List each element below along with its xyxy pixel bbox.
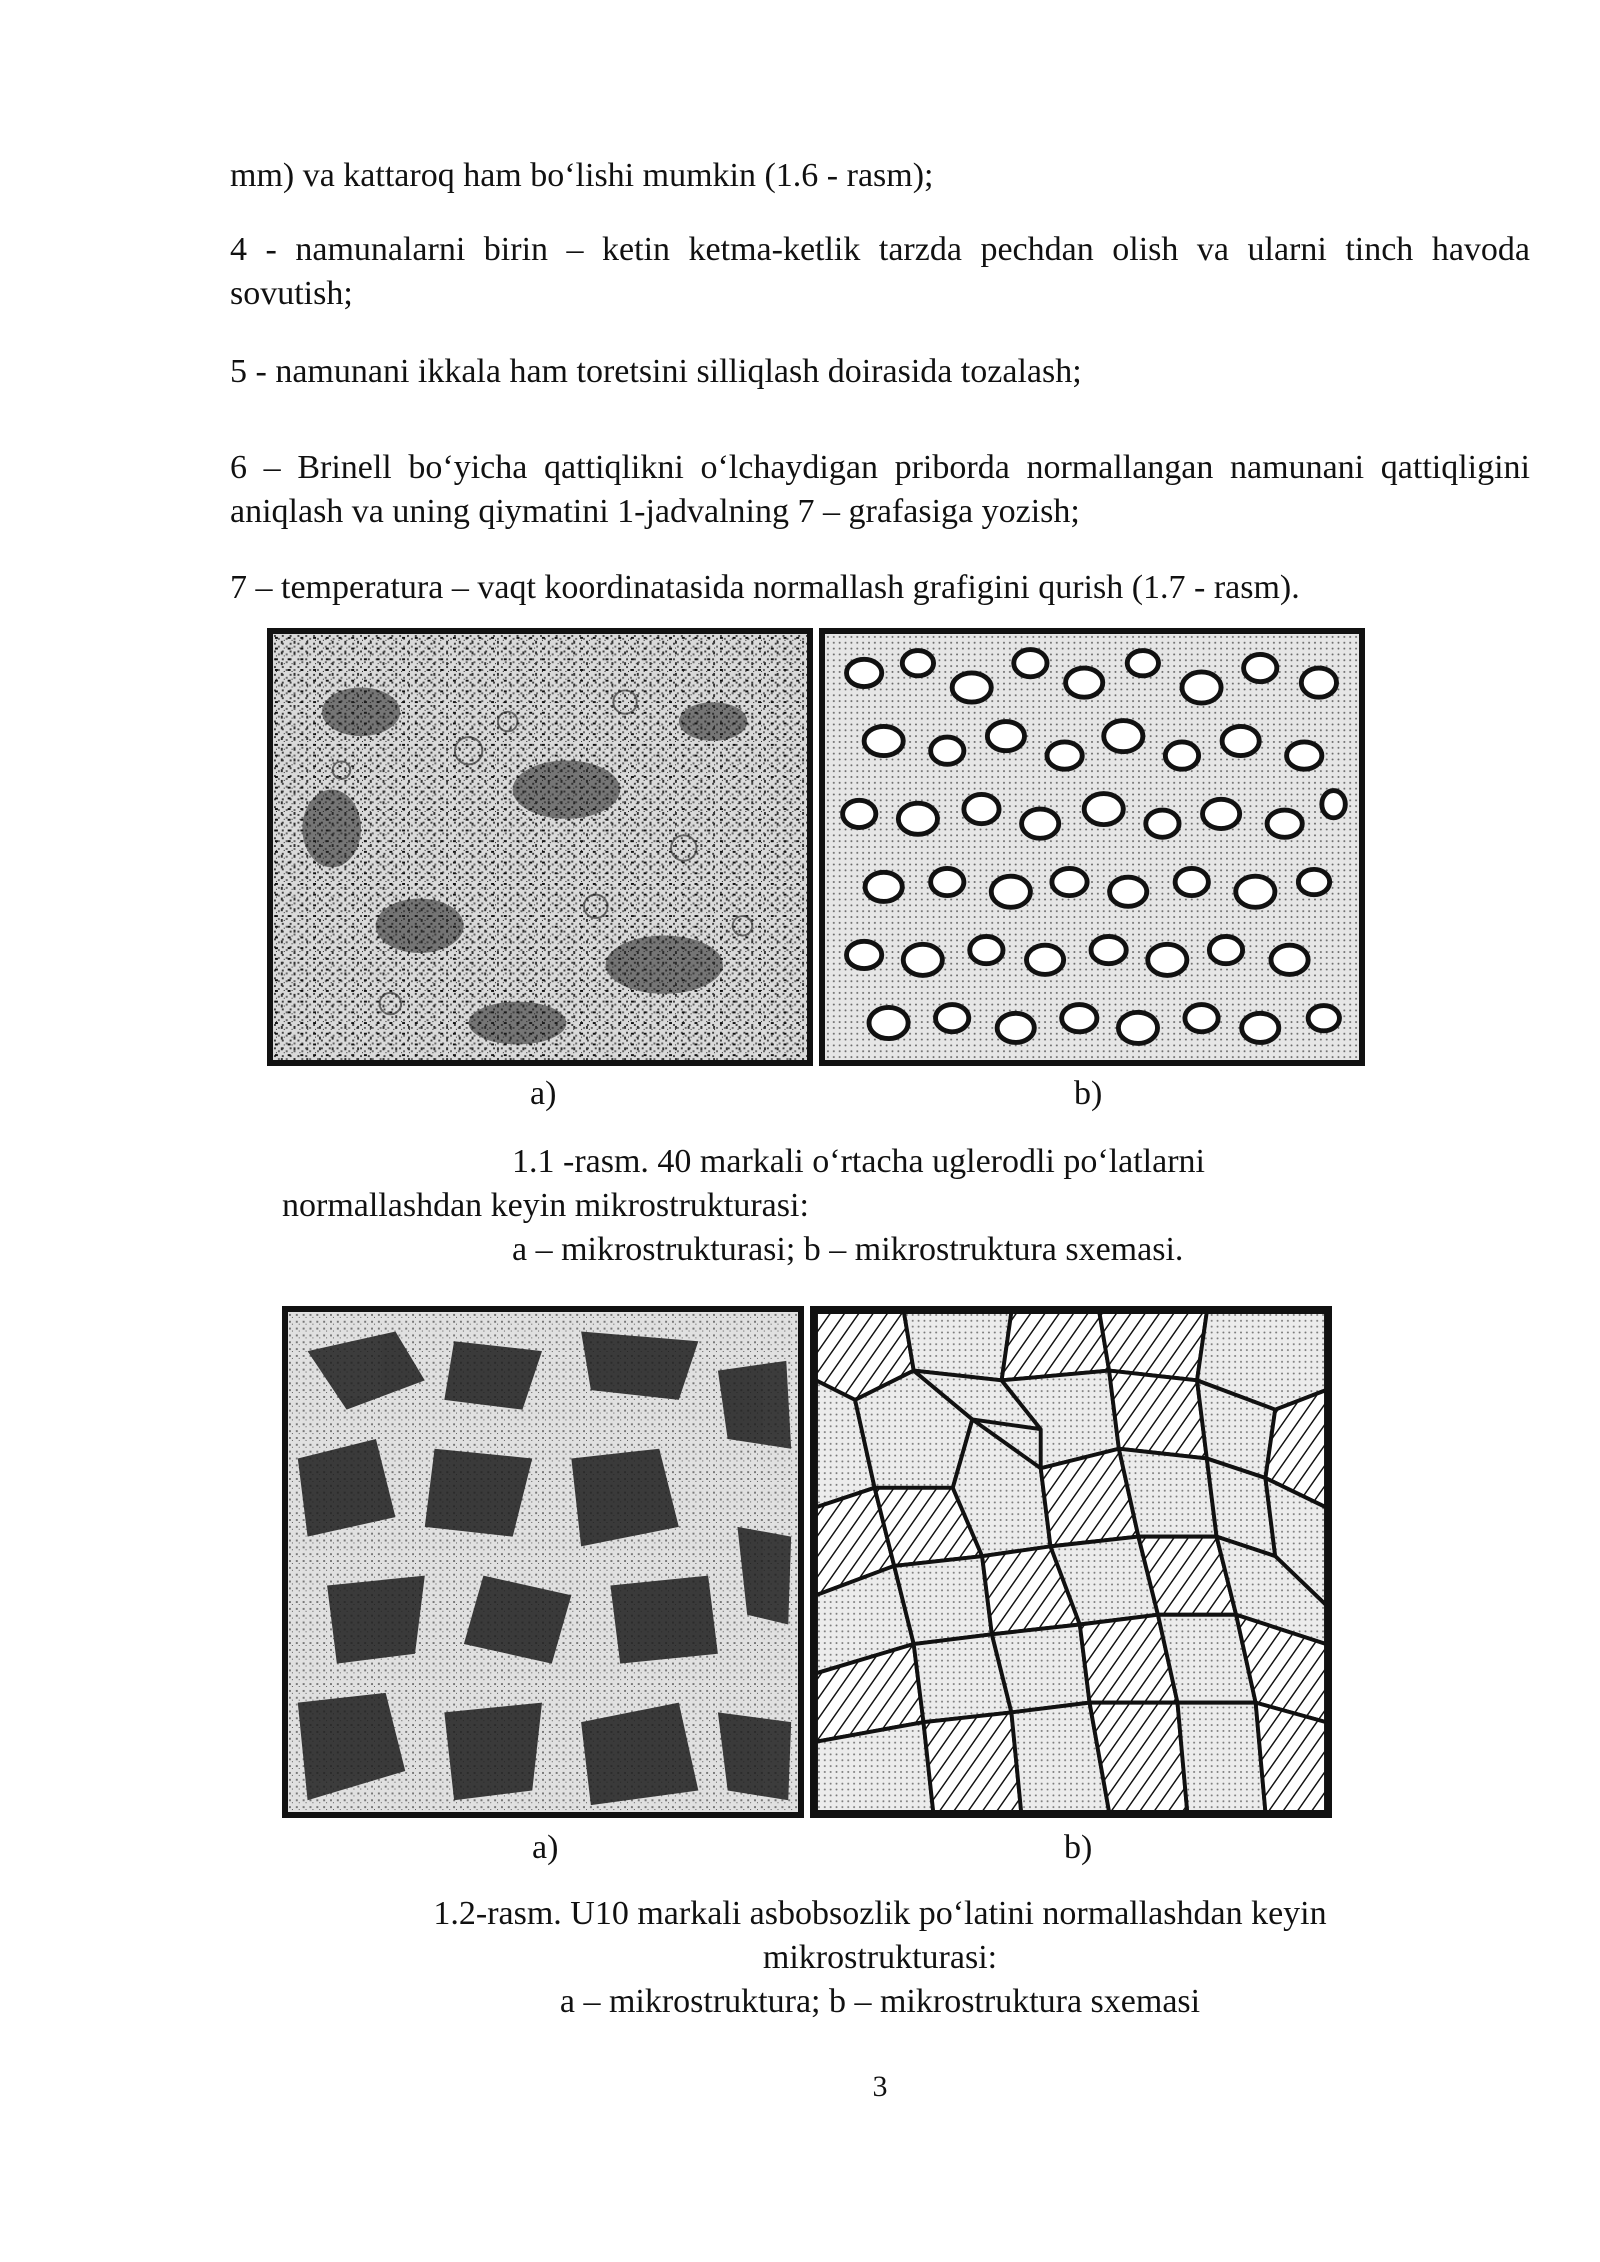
- figure2-micrograph: [282, 1306, 804, 1818]
- paragraph-5: 7 – temperatura – vaqt koordinatasida normallash grafigini qurish (1.7 - rasm).: [230, 569, 1300, 606]
- figure2-schema: [810, 1306, 1332, 1818]
- figure1-caption-line3: a – mikrostrukturasi; b – mikrostruktura sxemasi.: [512, 1231, 1184, 1268]
- figure2-caption-line2: mikrostrukturasi:: [762, 1939, 998, 1976]
- paragraph-3: 5 - namunani ikkala ham toretsini silliqlash doirasida tozalash;: [230, 353, 1082, 390]
- figure1-caption-line1: 1.1 -rasm. 40 markali o‘rtacha uglerodli po‘latlarni: [512, 1143, 1205, 1180]
- paragraph-1: mm) va kattaroq ham bo‘lishi mumkin (1.6 - rasm);: [230, 157, 934, 194]
- figure2-caption-line1: 1.2-rasm. U10 markali asbobsozlik po‘latini normallashdan keyin: [433, 1895, 1327, 1932]
- figure1-schema: [819, 628, 1365, 1066]
- figure2-caption-line3: a – mikrostruktura; b – mikrostruktura sxemasi: [559, 1983, 1201, 2020]
- paragraph-2: 4 - namunalarni birin – ketin ketma-ketlik tarzda pechdan olish va ularni tinch havoda sovutish;: [230, 231, 1530, 312]
- figure1-label-b: b): [1074, 1075, 1103, 1112]
- figure1-micrograph: [267, 628, 813, 1066]
- figure2-label-a: a): [532, 1829, 559, 1866]
- figure1-label-a: a): [530, 1075, 557, 1112]
- figure2-label-b: b): [1064, 1829, 1093, 1866]
- figure1-caption-line2: normallashdan keyin mikrostrukturasi:: [282, 1187, 809, 1224]
- page-number: 3: [872, 2070, 888, 2103]
- paragraph-4: 6 – Brinell bo‘yicha qattiqlikni o‘lchaydigan priborda normallangan namunani qattiqligini aniqlash va uning qiymatini 1-jadvalning 7 – grafasiga yozish;: [230, 449, 1530, 530]
